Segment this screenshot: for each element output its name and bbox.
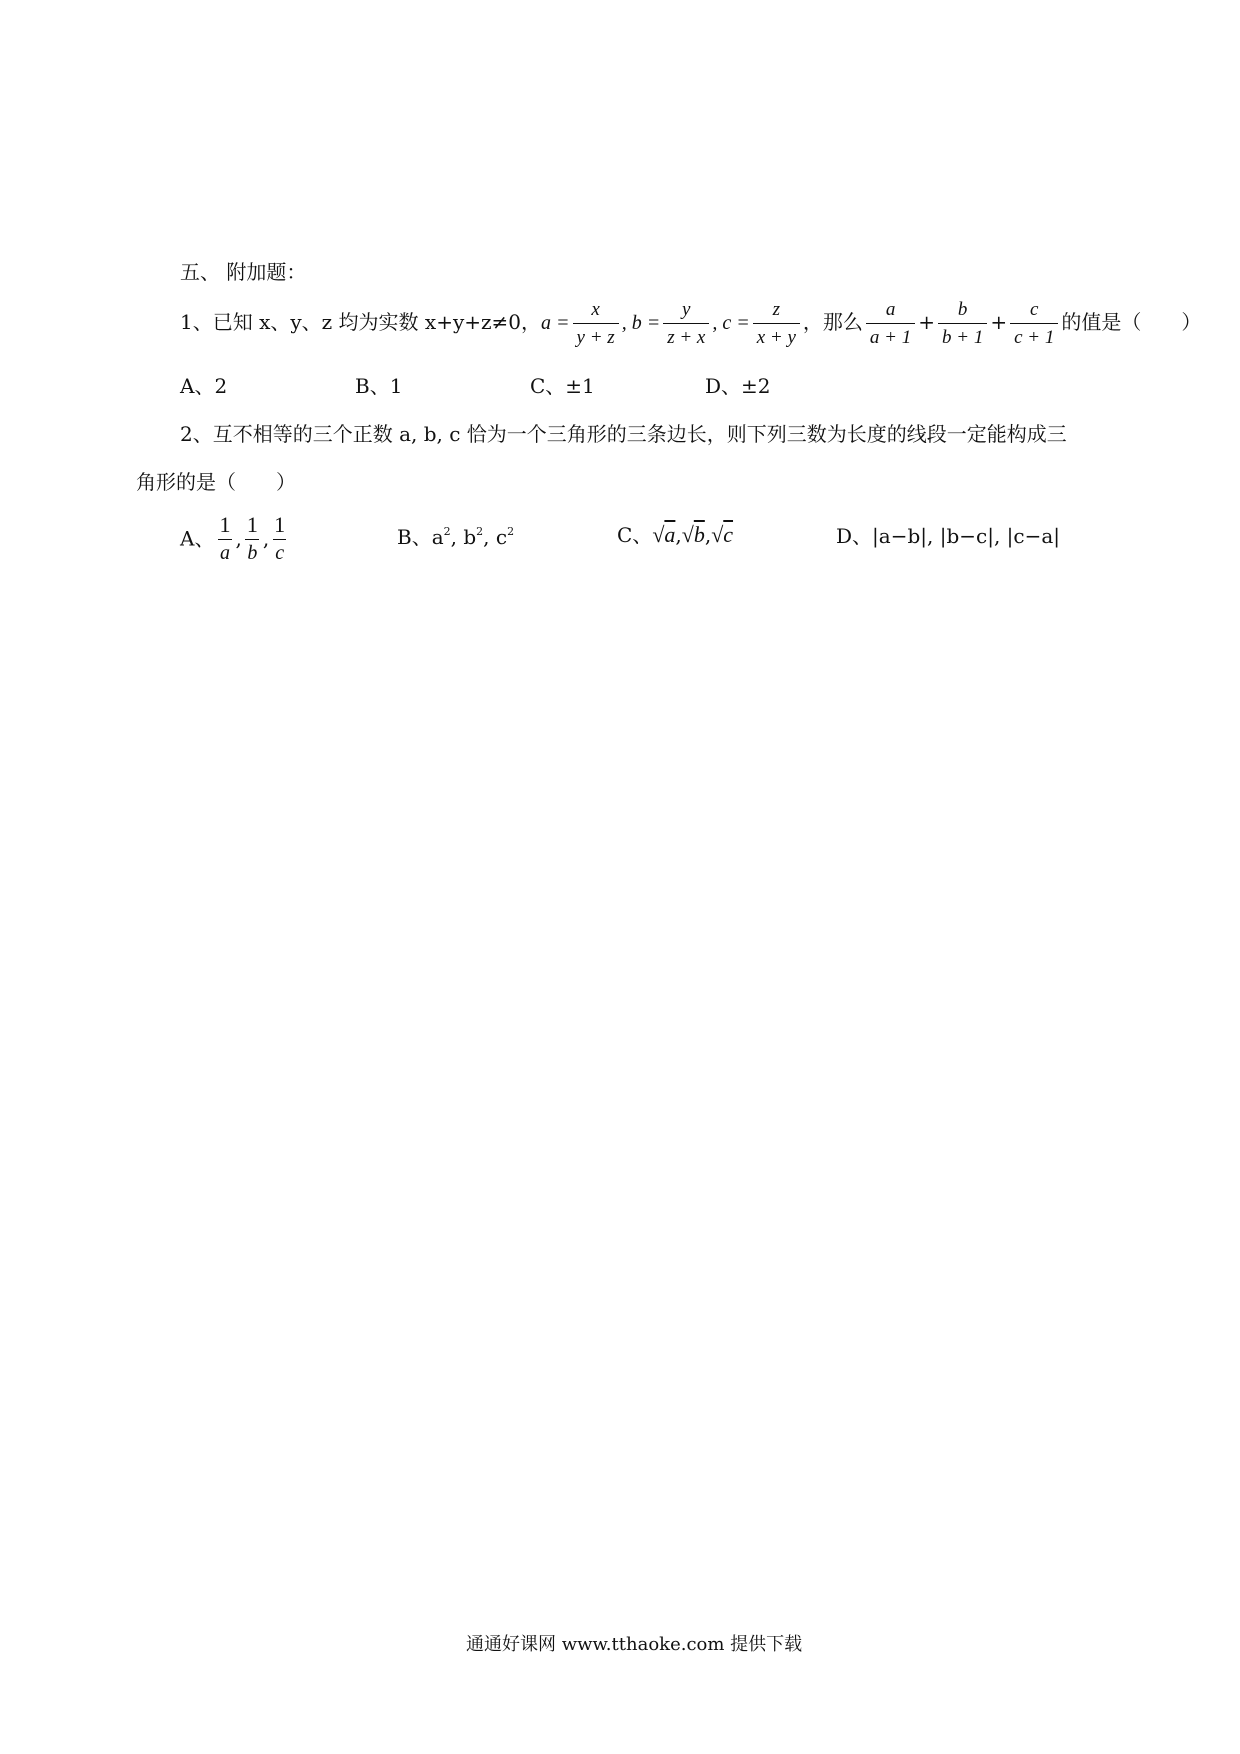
exponent: 2	[507, 525, 515, 538]
comma: ,	[675, 523, 682, 547]
question-2-options	[180, 514, 1080, 564]
fraction-c	[753, 300, 800, 347]
section-heading: 五、 附加题：	[180, 260, 307, 284]
plus-sign: +	[918, 310, 935, 334]
sqrt-c	[711, 522, 733, 547]
comma: ,	[235, 526, 242, 551]
reciprocal-c-denominator: c	[273, 539, 286, 563]
option-b-label: B、	[397, 525, 432, 549]
radical-sign: √	[652, 522, 665, 547]
option-d-expression: |a−b|, |b−c|, |c−a|	[872, 524, 1061, 548]
fraction-b-numerator: y	[682, 299, 691, 320]
term-c	[1010, 300, 1058, 347]
term-b-denominator: b + 1	[938, 323, 987, 347]
reciprocal-c-numerator: 1	[274, 512, 286, 537]
option-c-label: C、	[617, 523, 653, 547]
plus-sign: +	[990, 310, 1008, 334]
question-2-line-2: 角形的是（ ）	[136, 470, 296, 494]
sqrt-a	[652, 522, 675, 547]
radical-sign: √	[711, 522, 724, 547]
fraction-a-denominator: y + z	[573, 323, 619, 347]
option-d: D、±2	[705, 374, 771, 398]
question-1-options	[180, 376, 1080, 400]
reciprocal-b-numerator: 1	[246, 512, 258, 537]
comma: ,	[450, 525, 464, 549]
question-2-line-1: 2、互不相等的三个正数 a, b, c 恰为一个三角形的三条边长，则下列三数为长度的线段一定能构成三	[180, 422, 1067, 446]
fraction-a-numerator: x	[591, 299, 600, 320]
reciprocal-c	[272, 514, 287, 563]
b-term: b	[463, 525, 477, 549]
radicand-b: b	[693, 522, 705, 547]
b-label: , b =	[621, 312, 661, 334]
radical-sign: √	[681, 522, 694, 547]
c-term: c	[495, 525, 508, 549]
reciprocal-a-denominator: a	[218, 539, 232, 563]
term-a	[866, 300, 915, 347]
question-1	[180, 300, 1201, 347]
option-d-label: D、	[836, 524, 873, 548]
reciprocal-b	[245, 514, 260, 563]
radicand-c: c	[723, 522, 734, 547]
fraction-b	[663, 300, 709, 347]
term-c-denominator: c + 1	[1010, 323, 1058, 347]
page-footer: 通通好课网 www.tthaoke.com 提供下载	[466, 1634, 803, 1655]
option-a-label: A、	[180, 526, 215, 551]
term-b	[938, 300, 987, 347]
a-term: a	[431, 525, 444, 549]
question-1-suffix: 的值是（ ）	[1061, 310, 1202, 334]
fraction-b-denominator: z + x	[663, 323, 709, 347]
exponent: 2	[443, 525, 451, 538]
reciprocal-b-denominator: b	[245, 539, 259, 563]
option-b	[397, 526, 514, 547]
term-c-numerator: c	[1030, 299, 1039, 320]
a-label: a =	[541, 312, 570, 334]
fraction-a	[573, 300, 619, 347]
term-a-numerator: a	[885, 299, 896, 320]
sqrt-b	[682, 522, 705, 547]
option-d	[836, 526, 1060, 546]
radicand-a: a	[664, 522, 676, 547]
question-1-prefix: 1、已知 x、y、z 均为实数 x+y+z≠0，	[180, 310, 542, 334]
exponent: 2	[476, 525, 484, 538]
option-c	[617, 524, 733, 546]
c-label: , c =	[712, 312, 750, 334]
fraction-c-denominator: x + y	[753, 323, 800, 347]
comma: ,	[704, 523, 712, 547]
option-b: B、1	[355, 374, 403, 398]
comma: ,	[483, 525, 496, 549]
comma: ,	[262, 526, 270, 551]
term-a-denominator: a + 1	[866, 323, 915, 347]
fraction-c-numerator: z	[772, 299, 781, 320]
option-a	[180, 514, 290, 563]
reciprocal-a	[217, 514, 232, 563]
option-c: C、±1	[530, 374, 595, 398]
reciprocal-a-numerator: 1	[219, 512, 231, 537]
option-a: A、2	[180, 374, 228, 398]
term-b-numerator: b	[957, 299, 968, 320]
then-word: ，那么	[802, 310, 863, 334]
